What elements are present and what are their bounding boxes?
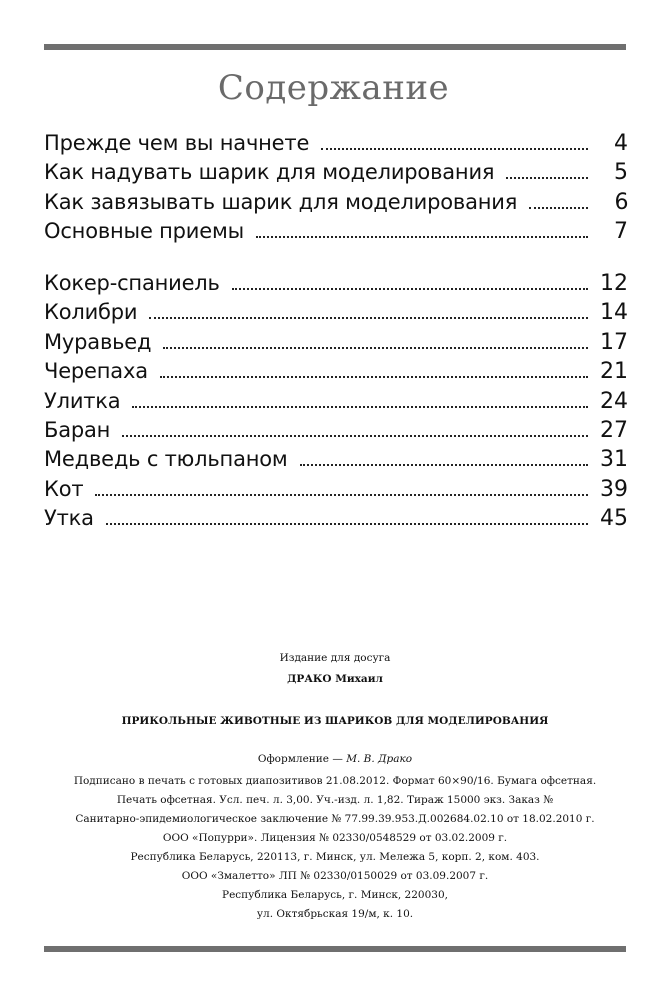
toc-leader-dots: [106, 523, 588, 525]
top-rule: [44, 44, 626, 50]
imprint-line: Санитарно-эпидемиологическое заключение № 77.99.39.953.Д.002684.02.10 от 18.02.2010 г.: [75, 813, 595, 825]
toc-entry: [44, 160, 628, 189]
imprint-line: ООО «Змалетто» ЛП № 02330/0150029 от 03.09.2007 г.: [181, 870, 489, 882]
imprint-line: ООО «Попурри». Лицензия № 02330/0548529 от 03.02.2009 г.: [162, 832, 508, 844]
toc-entry: [44, 131, 628, 160]
imprint-line: Печать офсетная. Усл. печ. л. 3,00. Уч.-изд. л. 1,82. Тираж 15000 экз. Заказ №: [116, 794, 554, 806]
toc-entry: [44, 477, 628, 506]
toc-entry-page: 39: [600, 476, 628, 502]
toc-entry-page: 14: [600, 300, 628, 326]
toc-entry-page: 45: [600, 506, 628, 532]
toc-entry-page: 5: [614, 160, 628, 186]
toc-entry-page: 17: [600, 329, 628, 355]
toc-entry-title: Утка: [44, 506, 94, 531]
toc-leader-dots: [160, 376, 588, 378]
toc-entry: [44, 300, 628, 329]
imprint-design-name: М. В. Драко: [346, 753, 413, 765]
toc-leader-dots: [95, 494, 588, 496]
toc-leader-dots: [122, 435, 588, 437]
toc-entry-page: 21: [600, 359, 628, 385]
toc-entry-title: Как завязывать шарик для моделирования: [44, 189, 518, 214]
toc-entry: [44, 190, 628, 219]
toc-entry-page: 24: [600, 388, 628, 414]
toc-entry: [44, 389, 628, 418]
toc-leader-dots: [132, 406, 588, 408]
imprint-line: ул. Октябрьская 19/м, к. 10.: [256, 908, 414, 920]
imprint-book-title: ПРИКОЛЬНЫЕ ЖИВОТНЫЕ ИЗ ШАРИКОВ ДЛЯ МОДЕЛИРОВАНИЯ: [121, 715, 549, 727]
toc-leader-dots: [232, 288, 588, 290]
toc-entry-title: Как надувать шарик для моделирования: [44, 160, 495, 185]
toc-entry-title: Медведь с тюльпаном: [44, 447, 288, 472]
toc-leader-dots: [149, 317, 588, 319]
toc-entry-page: 12: [600, 271, 628, 296]
toc-entry-title: Кот: [44, 476, 84, 501]
imprint-block: [40, 652, 630, 927]
toc-entry: [44, 506, 628, 535]
toc-entry-title: Баран: [44, 417, 111, 442]
toc-entry: [44, 447, 628, 476]
toc-entry-title: Черепаха: [44, 359, 148, 384]
imprint-line: Республика Беларусь, 220113, г. Минск, ул. Мележа 5, корп. 2, ком. 403.: [130, 851, 540, 863]
toc-entry: [44, 219, 628, 248]
toc-entry-title: Муравьед: [44, 329, 152, 354]
imprint-line: Республика Беларусь, г. Минск, 220030,: [222, 889, 448, 901]
toc-entry-page: 6: [614, 189, 628, 215]
bottom-rule: [44, 946, 626, 952]
imprint-edition: Издание для досуга: [279, 652, 391, 664]
imprint-author: ДРАКО Михаил: [287, 673, 383, 685]
toc-leader-dots: [506, 177, 588, 179]
toc-entry-title: Улитка: [44, 388, 121, 413]
toc-leader-dots: [321, 148, 588, 150]
toc-entry: [44, 418, 628, 447]
toc-intro-section: [44, 131, 628, 249]
toc-entry-title: Кокер-спаниель: [44, 271, 220, 295]
toc-entry: [44, 330, 628, 359]
toc-entry-page: 27: [600, 417, 628, 443]
toc-models-section: [44, 271, 628, 536]
page-title: Содержание: [217, 68, 450, 108]
toc-leader-dots: [300, 464, 588, 466]
toc-leader-dots: [163, 347, 588, 349]
toc-leader-dots: [529, 207, 588, 209]
toc-entry-page: 4: [614, 131, 628, 156]
toc-entry-page: 7: [614, 219, 628, 245]
toc-entry: [44, 359, 628, 388]
toc-entry-page: 31: [600, 447, 628, 473]
imprint-line: Подписано в печать с готовых диапозитивов 21.08.2012. Формат 60×90/16. Бумага офсетная.: [73, 775, 597, 787]
toc-entry-title: Колибри: [44, 300, 138, 325]
toc-entry-title: Прежде чем вы начнете: [44, 131, 310, 155]
imprint-design: [40, 753, 630, 770]
toc-entry: [44, 271, 628, 300]
toc-leader-dots: [256, 236, 588, 238]
imprint-design-label: Оформление —: [257, 753, 343, 765]
toc-entry-title: Основные приемы: [44, 219, 244, 244]
